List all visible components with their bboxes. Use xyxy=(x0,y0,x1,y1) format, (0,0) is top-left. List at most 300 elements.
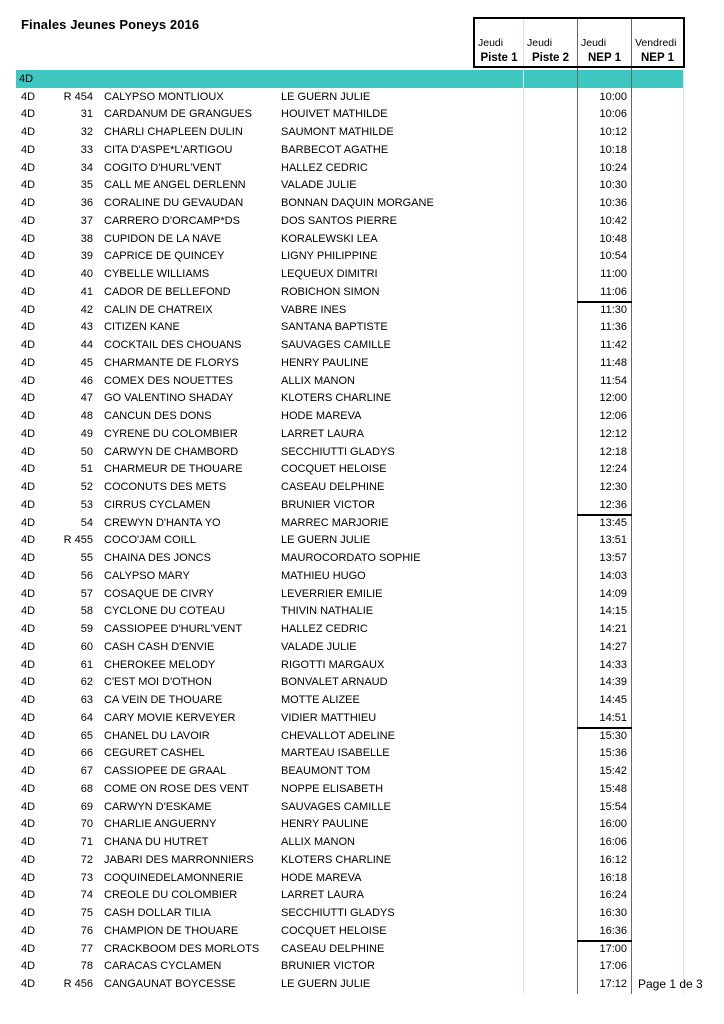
day-label: Jeudi xyxy=(478,37,504,49)
table-row xyxy=(0,390,724,408)
rider-name-cell: LARRET LAURA xyxy=(281,427,364,440)
rider-name-cell: KORALEWSKI LEA xyxy=(281,232,378,245)
nep1-time-cell: 13:57 xyxy=(599,552,627,565)
rider-name-cell: HENRY PAULINE xyxy=(281,356,369,369)
table-row xyxy=(0,852,724,870)
pony-name-cell: CA VEIN DE THOUARE xyxy=(104,694,223,707)
pony-name-cell: COCO'JAM COILL xyxy=(104,534,196,547)
rider-name-cell: ROBICHON SIMON xyxy=(281,285,380,298)
nep1-time-cell: 14:39 xyxy=(599,676,627,689)
nep1-time-cell: 17:06 xyxy=(599,960,627,973)
day-label: Vendredi xyxy=(635,37,677,49)
pony-name-cell: CAPRICE DE QUINCEY xyxy=(104,250,225,263)
nep1-time-cell: 10:12 xyxy=(599,126,627,139)
pony-name-cell: JABARI DES MARRONNIERS xyxy=(104,853,254,866)
nep1-time-cell: 15:54 xyxy=(599,800,627,813)
table-row xyxy=(0,497,724,515)
pony-name-cell: GO VALENTINO SHADAY xyxy=(104,392,234,405)
nep1-time-cell: 10:54 xyxy=(599,250,627,263)
entry-number-cell: 70 xyxy=(80,818,93,831)
entry-number-cell: 52 xyxy=(80,481,93,494)
rider-name-cell: LE GUERN JULIE xyxy=(281,534,371,547)
rider-name-cell: CHEVALLOT ADELINE xyxy=(281,729,395,742)
nep1-time-cell: 15:42 xyxy=(599,765,627,778)
entry-number-cell: 42 xyxy=(80,303,93,316)
pony-name-cell: CASSIOPEE D'HURL'VENT xyxy=(104,623,243,636)
category-cell: 4D xyxy=(21,907,36,920)
entry-number-cell: 53 xyxy=(80,498,93,511)
nep1-time-cell: 14:21 xyxy=(599,623,627,636)
rider-name-cell: ALLIX MANON xyxy=(281,374,355,387)
pony-name-cell: CUPIDON DE LA NAVE xyxy=(104,232,222,245)
entry-number-cell: 46 xyxy=(80,374,93,387)
entry-number-cell: 76 xyxy=(80,924,93,937)
table-row xyxy=(0,550,724,568)
rider-name-cell: CASEAU DELPHINE xyxy=(281,942,385,955)
table-row xyxy=(0,231,724,249)
category-cell: 4D xyxy=(21,747,36,760)
pony-name-cell: CALIN DE CHATREIX xyxy=(104,303,213,316)
pony-name-cell: CITIZEN KANE xyxy=(104,321,180,334)
nep1-time-cell: 10:24 xyxy=(599,161,627,174)
pony-name-cell: COME ON ROSE DES VENT xyxy=(104,782,249,795)
table-row xyxy=(0,674,724,692)
table-row xyxy=(0,515,724,533)
category-cell: 4D xyxy=(21,569,36,582)
pony-name-cell: CANGAUNAT BOYCESSE xyxy=(104,978,236,991)
rider-name-cell: BEAUMONT TOM xyxy=(281,765,371,778)
category-cell: 4D xyxy=(21,90,36,103)
rider-name-cell: SECCHIUTTI GLADYS xyxy=(281,445,395,458)
nep1-time-cell: 11:36 xyxy=(600,321,627,334)
table-row xyxy=(0,337,724,355)
table-row xyxy=(0,603,724,621)
table-row xyxy=(0,426,724,444)
table-row xyxy=(0,213,724,231)
pony-name-cell: CHARLIE ANGUERNY xyxy=(104,818,217,831)
rider-name-cell: MATHIEU HUGO xyxy=(281,569,366,582)
table-row xyxy=(0,976,724,994)
table-row xyxy=(0,284,724,302)
table-row xyxy=(0,816,724,834)
rider-name-cell: VIDIER MATTHIEU xyxy=(281,711,377,724)
pony-name-cell: CYRENE DU COLOMBIER xyxy=(104,427,238,440)
pony-name-cell: CHAINA DES JONCS xyxy=(104,552,211,565)
table-row xyxy=(0,586,724,604)
rider-name-cell: COCQUET HELOISE xyxy=(281,924,387,937)
rider-name-cell: MOTTE ALIZEE xyxy=(281,694,360,707)
entry-number-cell: 68 xyxy=(80,782,93,795)
category-cell: 4D xyxy=(21,427,36,440)
entry-number-cell: 65 xyxy=(80,729,93,742)
entry-number-cell: 63 xyxy=(80,694,93,707)
pony-name-cell: CHAMPION DE THOUARE xyxy=(104,924,239,937)
entry-number-cell: 61 xyxy=(80,658,93,671)
rider-name-cell: ALLIX MANON xyxy=(281,836,355,849)
category-cell: 4D xyxy=(21,658,36,671)
nep1-time-cell: 16:30 xyxy=(599,907,627,920)
entry-number-cell: 49 xyxy=(80,427,93,440)
entry-number-cell: 57 xyxy=(80,587,93,600)
nep1-time-cell: 12:24 xyxy=(599,463,627,476)
category-cell: 4D xyxy=(21,197,36,210)
pony-name-cell: CASH DOLLAR TILIA xyxy=(104,907,211,920)
category-cell: 4D xyxy=(21,782,36,795)
table-row xyxy=(0,710,724,728)
category-cell: 4D xyxy=(21,321,36,334)
entry-number-cell: 34 xyxy=(80,161,93,174)
category-cell: 4D xyxy=(21,711,36,724)
nep1-time-cell: 14:09 xyxy=(599,587,627,600)
table-row xyxy=(0,639,724,657)
entry-number-cell: 54 xyxy=(80,516,93,529)
table-row xyxy=(0,177,724,195)
table-row xyxy=(0,195,724,213)
pony-name-cell: CHANEL DU LAVOIR xyxy=(104,729,210,742)
session-header-table xyxy=(473,17,685,68)
category-cell: 4D xyxy=(21,214,36,227)
category-cell: 4D xyxy=(21,410,36,423)
rider-name-cell: LEQUEUX DIMITRI xyxy=(281,268,378,281)
category-cell: 4D xyxy=(21,285,36,298)
rider-name-cell: HALLEZ CEDRIC xyxy=(281,623,368,636)
category-cell: 4D xyxy=(21,640,36,653)
table-row xyxy=(0,657,724,675)
category-cell: 4D xyxy=(21,232,36,245)
category-cell: 4D xyxy=(21,268,36,281)
rider-name-cell: CASEAU DELPHINE xyxy=(281,481,385,494)
pony-name-cell: CYCLONE DU COTEAU xyxy=(104,605,226,618)
category-cell: 4D xyxy=(21,924,36,937)
category-cell: 4D xyxy=(21,800,36,813)
table-row xyxy=(0,887,724,905)
table-row xyxy=(0,124,724,142)
nep1-time-cell: 11:00 xyxy=(600,268,627,281)
category-cell: 4D xyxy=(21,179,36,192)
rider-name-cell: SAUVAGES CAMILLE xyxy=(281,800,391,813)
rider-name-cell: BRUNIER VICTOR xyxy=(281,960,375,973)
pony-name-cell: CHARMEUR DE THOUARE xyxy=(104,463,243,476)
rider-name-cell: COCQUET HELOISE xyxy=(281,463,387,476)
table-row xyxy=(0,532,724,550)
nep1-time-cell: 14:27 xyxy=(599,640,627,653)
entry-number-cell: 51 xyxy=(80,463,93,476)
entry-number-cell: 45 xyxy=(80,356,93,369)
rider-name-cell: VALADE JULIE xyxy=(281,640,357,653)
table-row xyxy=(0,89,724,107)
category-cell: 4D xyxy=(21,303,36,316)
rider-name-cell: HENRY PAULINE xyxy=(281,818,369,831)
nep1-time-cell: 14:33 xyxy=(599,658,627,671)
pony-name-cell: CRACKBOOM DES MORLOTS xyxy=(104,942,260,955)
category-cell: 4D xyxy=(21,960,36,973)
rider-name-cell: THIVIN NATHALIE xyxy=(281,605,374,618)
category-cell: 4D xyxy=(21,605,36,618)
page-title: Finales Jeunes Poneys 2016 xyxy=(21,17,200,32)
category-cell: 4D xyxy=(21,729,36,742)
session-column-jeudi-piste1 xyxy=(475,19,524,66)
table-row xyxy=(0,692,724,710)
entry-number-cell: 71 xyxy=(80,836,93,849)
entry-number-cell: 50 xyxy=(80,445,93,458)
entry-number-cell: 32 xyxy=(80,126,93,139)
section-label: 4D xyxy=(19,73,34,85)
pony-name-cell: CHANA DU HUTRET xyxy=(104,836,209,849)
category-cell: 4D xyxy=(21,534,36,547)
table-row xyxy=(0,905,724,923)
page-number: Page 1 de 3 xyxy=(638,977,703,991)
entry-number-cell: 37 xyxy=(80,214,93,227)
category-cell: 4D xyxy=(21,978,36,991)
pony-name-cell: CARY MOVIE KERVEYER xyxy=(104,711,236,724)
nep1-time-cell: 16:00 xyxy=(599,818,627,831)
nep1-time-cell: 15:30 xyxy=(599,729,627,742)
category-cell: 4D xyxy=(21,481,36,494)
pony-name-cell: CANCUN DES DONS xyxy=(104,410,212,423)
table-row xyxy=(0,799,724,817)
nep1-time-cell: 14:51 xyxy=(599,711,627,724)
rider-name-cell: BONNAN DAQUIN MORGANE xyxy=(281,197,434,210)
rider-name-cell: LEVERRIER EMILIE xyxy=(281,587,383,600)
pony-name-cell: CHEROKEE MELODY xyxy=(104,658,216,671)
rider-name-cell: MARREC MARJORIE xyxy=(281,516,389,529)
pony-name-cell: COSAQUE DE CIVRY xyxy=(104,587,214,600)
category-cell: 4D xyxy=(21,161,36,174)
pony-name-cell: CALYPSO MARY xyxy=(104,569,190,582)
day-label: Jeudi xyxy=(581,37,607,49)
nep1-time-cell: 12:06 xyxy=(599,410,627,423)
table-row xyxy=(0,355,724,373)
nep1-time-cell: 11:06 xyxy=(600,285,627,298)
session-column-jeudi-piste2 xyxy=(524,19,578,66)
rider-name-cell: SAUMONT MATHILDE xyxy=(281,126,394,139)
rider-name-cell: HOUIVET MATHILDE xyxy=(281,108,388,121)
category-cell: 4D xyxy=(21,498,36,511)
rider-name-cell: SECCHIUTTI GLADYS xyxy=(281,907,395,920)
pony-name-cell: COCKTAIL DES CHOUANS xyxy=(104,339,242,352)
entry-number-cell: 47 xyxy=(80,392,93,405)
nep1-time-cell: 10:48 xyxy=(599,232,627,245)
table-row xyxy=(0,870,724,888)
entry-number-cell: 38 xyxy=(80,232,93,245)
category-cell: 4D xyxy=(21,587,36,600)
category-cell: 4D xyxy=(21,853,36,866)
entry-number-cell: 48 xyxy=(80,410,93,423)
nep1-time-cell: 14:45 xyxy=(599,694,627,707)
table-row xyxy=(0,923,724,941)
nep1-time-cell: 11:48 xyxy=(600,356,627,369)
rider-name-cell: VALADE JULIE xyxy=(281,179,357,192)
rider-name-cell: NOPPE ELISABETH xyxy=(281,782,384,795)
session-column-jeudi-nep1 xyxy=(578,19,632,66)
venue-label: NEP 1 xyxy=(587,52,622,64)
pony-name-cell: CREWYN D'HANTA YO xyxy=(104,516,221,529)
nep1-time-cell: 14:03 xyxy=(599,569,627,582)
table-row xyxy=(0,479,724,497)
nep1-time-cell: 10:30 xyxy=(599,179,627,192)
entry-number-cell: 58 xyxy=(80,605,93,618)
session-column-vendredi-nep1 xyxy=(632,19,683,66)
entry-number-cell: 62 xyxy=(80,676,93,689)
entry-number-cell: 78 xyxy=(80,960,93,973)
table-row xyxy=(0,373,724,391)
nep1-time-cell: 13:45 xyxy=(599,516,627,529)
category-cell: 4D xyxy=(21,623,36,636)
entry-number-cell: R 455 xyxy=(63,534,93,547)
pony-name-cell: CIRRUS CYCLAMEN xyxy=(104,498,211,511)
pony-name-cell: CARDANUM DE GRANGUES xyxy=(104,108,252,121)
category-cell: 4D xyxy=(21,250,36,263)
rider-name-cell: HODE MAREVA xyxy=(281,410,362,423)
category-cell: 4D xyxy=(21,374,36,387)
table-row xyxy=(0,763,724,781)
pony-name-cell: CHARLI CHAPLEEN DULIN xyxy=(104,126,243,139)
rider-name-cell: KLOTERS CHARLINE xyxy=(281,392,392,405)
pony-name-cell: CYBELLE WILLIAMS xyxy=(104,268,210,281)
category-cell: 4D xyxy=(21,445,36,458)
rider-name-cell: MAUROCORDATO SOPHIE xyxy=(281,552,421,565)
entry-number-cell: 73 xyxy=(80,871,93,884)
table-row xyxy=(0,781,724,799)
table-row xyxy=(0,266,724,284)
category-cell: 4D xyxy=(21,552,36,565)
day-label: Jeudi xyxy=(527,37,553,49)
category-cell: 4D xyxy=(21,889,36,902)
rider-name-cell: LE GUERN JULIE xyxy=(281,90,371,103)
nep1-time-cell: 11:42 xyxy=(600,339,627,352)
table-row xyxy=(0,248,724,266)
nep1-time-cell: 15:36 xyxy=(599,747,627,760)
pony-name-cell: CALYPSO MONTLIOUX xyxy=(104,90,224,103)
entry-number-cell: 31 xyxy=(80,108,93,121)
table-row xyxy=(0,621,724,639)
nep1-time-cell: 16:18 xyxy=(599,871,627,884)
entry-number-cell: 77 xyxy=(80,942,93,955)
rider-name-cell: BARBECOT AGATHE xyxy=(281,143,389,156)
venue-label: Piste 1 xyxy=(480,52,518,64)
entry-number-cell: 35 xyxy=(80,179,93,192)
nep1-time-cell: 11:54 xyxy=(600,374,627,387)
nep1-time-cell: 10:36 xyxy=(599,197,627,210)
pony-name-cell: CITA D'ASPE*L'ARTIGOU xyxy=(104,143,233,156)
entry-number-cell: 67 xyxy=(80,765,93,778)
category-cell: 4D xyxy=(21,836,36,849)
nep1-time-cell: 15:48 xyxy=(599,782,627,795)
category-cell: 4D xyxy=(21,765,36,778)
nep1-time-cell: 12:00 xyxy=(599,392,627,405)
table-row xyxy=(0,408,724,426)
entry-number-cell: 64 xyxy=(80,711,93,724)
category-cell: 4D xyxy=(21,463,36,476)
pony-name-cell: CADOR DE BELLEFOND xyxy=(104,285,231,298)
nep1-time-cell: 16:36 xyxy=(599,924,627,937)
table-row xyxy=(0,319,724,337)
nep1-time-cell: 12:18 xyxy=(599,445,627,458)
table-row xyxy=(0,461,724,479)
table-row xyxy=(0,834,724,852)
entry-number-cell: 60 xyxy=(80,640,93,653)
rider-name-cell: LE GUERN JULIE xyxy=(281,978,371,991)
category-cell: 4D xyxy=(21,339,36,352)
category-cell: 4D xyxy=(21,942,36,955)
rider-name-cell: SANTANA BAPTISTE xyxy=(281,321,388,334)
entry-number-cell: 59 xyxy=(80,623,93,636)
entry-number-cell: 72 xyxy=(80,853,93,866)
rider-name-cell: VABRE INES xyxy=(281,303,347,316)
nep1-time-cell: 16:12 xyxy=(599,853,627,866)
rider-name-cell: BRUNIER VICTOR xyxy=(281,498,375,511)
nep1-time-cell: 17:00 xyxy=(599,942,627,955)
entry-number-cell: 74 xyxy=(80,889,93,902)
rider-name-cell: LARRET LAURA xyxy=(281,889,364,902)
entry-number-cell: 69 xyxy=(80,800,93,813)
table-row xyxy=(0,958,724,976)
rider-name-cell: RIGOTTI MARGAUX xyxy=(281,658,385,671)
entry-number-cell: 41 xyxy=(80,285,93,298)
rider-name-cell: DOS SANTOS PIERRE xyxy=(281,214,397,227)
pony-name-cell: CARWYN DE CHAMBORD xyxy=(104,445,239,458)
nep1-time-cell: 10:42 xyxy=(599,214,627,227)
pony-name-cell: COGITO D'HURL'VENT xyxy=(104,161,222,174)
pony-name-cell: CARWYN D'ESKAME xyxy=(104,800,212,813)
nep1-time-cell: 12:12 xyxy=(599,427,627,440)
table-row xyxy=(0,160,724,178)
venue-label: Piste 2 xyxy=(531,52,570,64)
pony-name-cell: CALL ME ANGEL DERLENN xyxy=(104,179,246,192)
table-row xyxy=(0,142,724,160)
pony-name-cell: CASSIOPEE DE GRAAL xyxy=(104,765,227,778)
rider-name-cell: LIGNY PHILIPPINE xyxy=(281,250,378,263)
table-row xyxy=(0,568,724,586)
table-row xyxy=(0,302,724,320)
pony-name-cell: CORALINE DU GEVAUDAN xyxy=(104,197,244,210)
pony-name-cell: CASH CASH D'ENVIE xyxy=(104,640,215,653)
nep1-time-cell: 10:18 xyxy=(599,143,627,156)
nep1-time-cell: 12:30 xyxy=(599,481,627,494)
entry-number-cell: 33 xyxy=(80,143,93,156)
category-cell: 4D xyxy=(21,818,36,831)
category-cell: 4D xyxy=(21,143,36,156)
entry-number-cell: 39 xyxy=(80,250,93,263)
table-row xyxy=(0,745,724,763)
table-row xyxy=(0,106,724,124)
table-row xyxy=(0,941,724,959)
entry-number-cell: 66 xyxy=(80,747,93,760)
category-cell: 4D xyxy=(21,392,36,405)
rider-name-cell: MARTEAU ISABELLE xyxy=(281,747,390,760)
category-cell: 4D xyxy=(21,676,36,689)
nep1-time-cell: 12:36 xyxy=(599,498,627,511)
pony-name-cell: CHARMANTE DE FLORYS xyxy=(104,356,239,369)
table-row xyxy=(0,444,724,462)
entry-number-cell: 43 xyxy=(80,321,93,334)
rider-name-cell: SAUVAGES CAMILLE xyxy=(281,339,391,352)
pony-name-cell: COMEX DES NOUETTES xyxy=(104,374,233,387)
nep1-time-cell: 17:12 xyxy=(599,978,627,991)
entry-number-cell: 56 xyxy=(80,569,93,582)
pony-name-cell: COCONUTS DES METS xyxy=(104,481,227,494)
entry-number-cell: 55 xyxy=(80,552,93,565)
entry-number-cell: 36 xyxy=(80,197,93,210)
category-cell: 4D xyxy=(21,126,36,139)
nep1-time-cell: 14:15 xyxy=(599,605,627,618)
entry-number-cell: R 456 xyxy=(63,978,93,991)
table-row xyxy=(0,728,724,746)
category-cell: 4D xyxy=(21,356,36,369)
pony-name-cell: CREOLE DU COLOMBIER xyxy=(104,889,238,902)
category-cell: 4D xyxy=(21,871,36,884)
pony-name-cell: CARACAS CYCLAMEN xyxy=(104,960,222,973)
